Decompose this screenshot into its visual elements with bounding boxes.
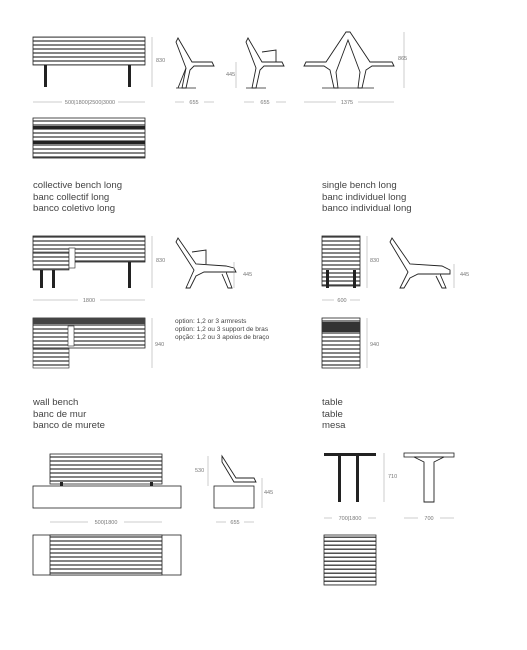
wall-caption [33, 397, 105, 432]
collective-depth-b-dim: 655 [260, 100, 270, 106]
caption-line: single bench long [322, 180, 397, 191]
collective-depth-a-dim: 655 [189, 100, 199, 106]
collective-height-dim: 830 [156, 58, 166, 64]
caption-line: mesa [322, 420, 346, 431]
table-height-dim: 710 [388, 474, 398, 480]
single-caption [322, 180, 412, 215]
single-bench-side-view [390, 238, 469, 288]
wall-bench-front-view [33, 454, 181, 526]
armrest-height-dim: 830 [156, 258, 166, 264]
wall-bench-top-view [33, 535, 181, 575]
table-width-dim: 700 [424, 516, 434, 522]
caption-line: table [322, 397, 343, 408]
single-height-dim: 830 [370, 258, 380, 264]
armrest-seat-height-dim: 445 [243, 272, 253, 278]
single-width-dim: 600 [337, 298, 347, 304]
caption-line: collective bench long [33, 180, 123, 191]
armrest-bench-top-view [33, 318, 164, 368]
caption-line: banco de murete [33, 420, 105, 431]
wall-depth-dim: 655 [230, 520, 240, 526]
collective-bench-side-view-a [175, 38, 236, 106]
armrest-bench-side-view [176, 238, 252, 288]
collective-length-dim: 500|1800|2500|3000 [64, 100, 116, 106]
table-side-view [404, 453, 454, 522]
armrest-options-note [175, 318, 269, 342]
collective-caption [33, 180, 122, 215]
table-top-view [324, 535, 376, 585]
wall-seat-height-dim: 445 [264, 490, 274, 496]
collective-double-height-dim: 865 [398, 56, 408, 62]
collective-double-bench-side-view [304, 32, 407, 106]
option-line: option: 1,2 or 3 armrests [175, 318, 247, 325]
armrest-depth-dim: 940 [155, 342, 165, 348]
wall-back-height-dim: 530 [195, 468, 205, 474]
single-seat-height-dim: 445 [460, 272, 470, 278]
collective-seat-height-dim: 445 [226, 72, 236, 78]
caption-line: banco coletivo long [33, 203, 116, 214]
collective-bench-top-view [33, 118, 145, 158]
armrest-length-dim: 1800 [82, 298, 96, 304]
single-bench-front-view [322, 236, 379, 304]
caption-line: wall bench [33, 397, 79, 408]
single-depth-dim: 940 [370, 342, 380, 348]
collective-bench-side-view-b [244, 38, 286, 106]
caption-line: banc collectif long [33, 191, 110, 203]
table-length-dim: 700|1800 [338, 516, 362, 522]
table-caption [322, 397, 345, 432]
caption-line: banc individuel long [322, 191, 407, 203]
caption-line: banc de mur [33, 408, 87, 420]
caption-line: table [322, 408, 343, 420]
option-line: option: 1,2 ou 3 support de bras [175, 326, 269, 333]
table-front-view [324, 453, 397, 522]
caption-line: banco individual long [322, 203, 412, 214]
single-bench-top-view [322, 318, 379, 368]
option-line: opção: 1,2 ou 3 apoios de braço [175, 334, 270, 341]
wall-bench-side-view [195, 456, 273, 526]
wall-length-dim: 500|1800 [94, 520, 118, 526]
collective-double-depth-dim: 1375 [340, 100, 354, 106]
armrest-bench-front-view [33, 236, 165, 304]
collective-bench-front-view [33, 37, 165, 106]
